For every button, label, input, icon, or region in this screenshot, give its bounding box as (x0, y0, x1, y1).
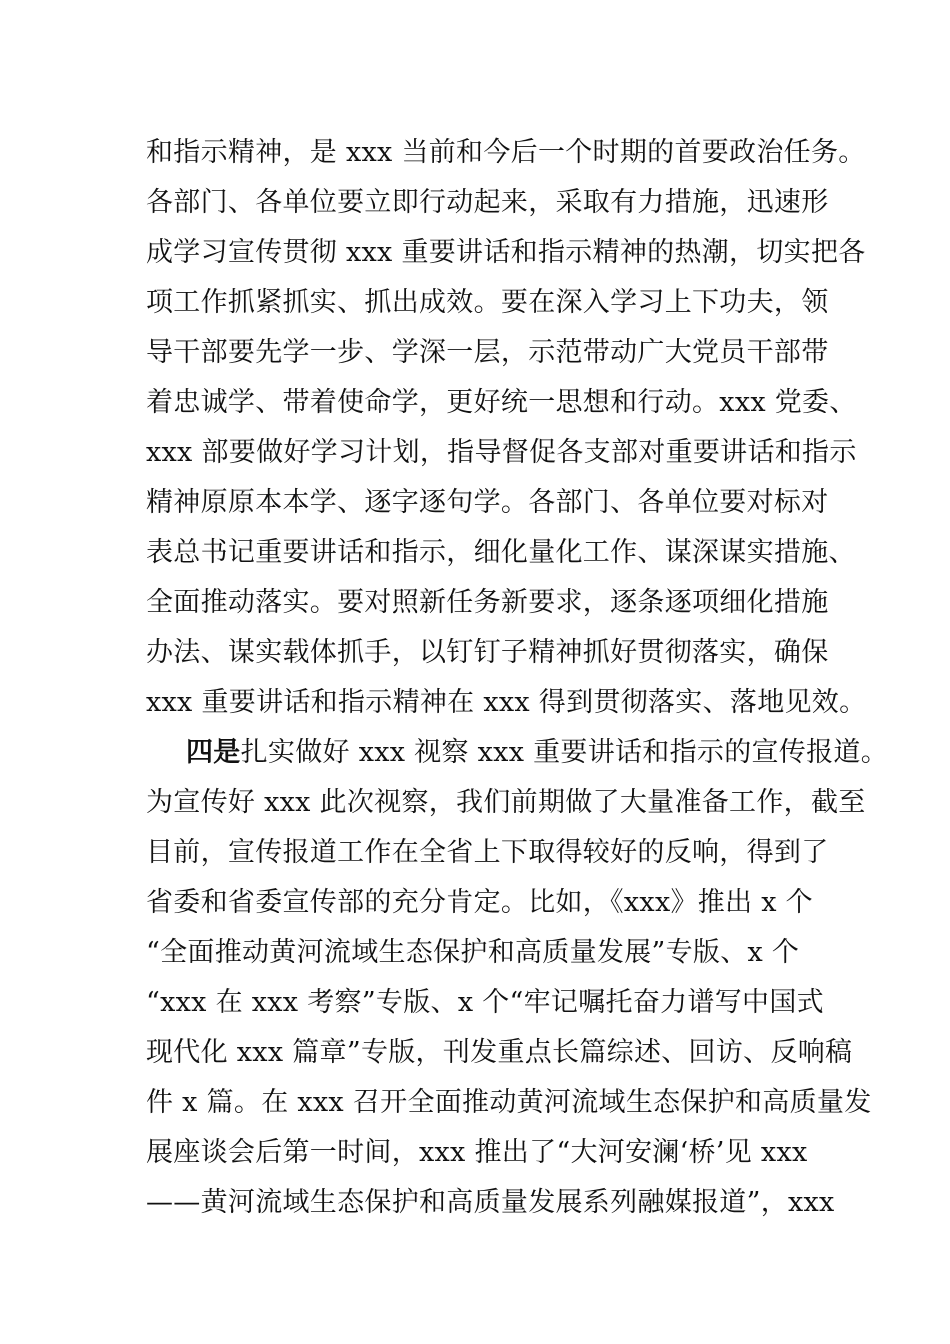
text-line: 着忠诚学、带着使命学，更好统一思想和行动。xxx 党委、 (146, 387, 857, 418)
text-line: xxx 部要做好学习计划，指导督促各支部对重要讲话和指示 (146, 437, 857, 468)
paragraph-2 (146, 728, 889, 1228)
text-line: “全面推动黄河流域生态保护和高质量发展”专版、x 个 (146, 937, 800, 968)
text-line: 省委和省委宣传部的充分肯定。比如，《xxx》推出 x 个 (146, 887, 813, 918)
text-line: 全面推动落实。要对照新任务新要求，逐条逐项细化措施 (146, 587, 829, 618)
paragraph-1 (146, 128, 867, 728)
text-line: 项工作抓紧抓实、抓出成效。要在深入学习上下功夫，领 (146, 287, 829, 318)
text-line: 表总书记重要讲话和指示，细化量化工作、谋深谋实措施、 (146, 537, 856, 568)
document-body (146, 128, 889, 1228)
text-line: 导干部要先学一步、学深一层，示范带动广大党员干部带 (146, 337, 829, 368)
text-line: 件 x 篇。在 xxx 召开全面推动黄河流域生态保护和高质量发 (146, 1087, 872, 1118)
text-line: 和指示精神，是 xxx 当前和今后一个时期的首要政治任务。 (146, 137, 866, 168)
text-line: 展座谈会后第一时间，xxx 推出了“大河安澜‘桥’见 xxx (146, 1137, 808, 1168)
text-line: 办法、谋实载体抓手，以钉钉子精神抓好贯彻落实，确保 (146, 637, 829, 668)
text-line: 成学习宣传贯彻 xxx 重要讲话和指示精神的热潮，切实把各 (146, 237, 866, 268)
paragraph-lead-rest: 扎实做好 xxx 视察 xxx 重要讲话和指示的宣传报道。 (240, 737, 889, 768)
text-line: 各部门、各单位要立即行动起来，采取有力措施，迅速形 (146, 187, 829, 218)
text-line: ——黄河流域生态保护和高质量发展系列融媒报道”，xxx (146, 1187, 835, 1218)
text-line: 为宣传好 xxx 此次视察，我们前期做了大量准备工作，截至 (146, 787, 866, 818)
text-line: xxx 重要讲话和指示精神在 xxx 得到贯彻落实、落地见效。 (146, 687, 867, 718)
text-line: 现代化 xxx 篇章”专版，刊发重点长篇综述、回访、反响稿 (146, 1037, 853, 1068)
paragraph-lead-line (146, 728, 889, 778)
paragraph-lead-bold: 四是 (186, 737, 241, 768)
text-line: 精神原原本本学、逐字逐句学。各部门、各单位要对标对 (146, 487, 829, 518)
text-line: “xxx 在 xxx 考察”专版、x 个“牢记嘱托奋力谱写中国式 (146, 987, 824, 1018)
text-line: 目前，宣传报道工作在全省上下取得较好的反响，得到了 (146, 837, 829, 868)
